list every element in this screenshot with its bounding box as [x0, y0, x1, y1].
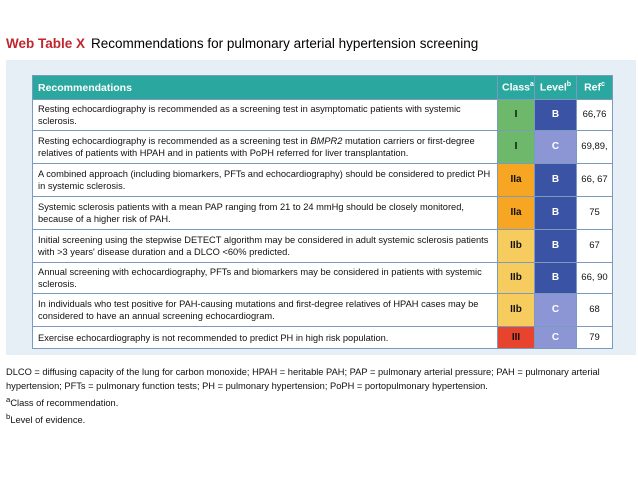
- header-class: [498, 76, 535, 100]
- footnote-abbreviations: DLCO = diffusing capacity of the lung for carbon monoxide; HPAH = heritable PAH; PAP = pulmonary arterial pressure; PAH = pulmonary arterial hypertension; PFTs = pulmonary function tests; PH = pulmonary hypertension; PoPH = portopulmonary hypertension.: [6, 367, 600, 391]
- header-class-sup: a: [530, 81, 534, 89]
- level-cell: B: [535, 263, 577, 294]
- table-row: [33, 197, 613, 230]
- recommendation-text: Resting echocardiography is recommended as a screening test in BMPR2 mutation carriers or first-degree relatives of patients with HPAH and in patients with PoPH referred for liver transplantation.: [33, 131, 498, 164]
- level-cell: B: [535, 100, 577, 131]
- footnote-b: [6, 410, 634, 427]
- ref-cell: 69,89,: [577, 131, 613, 164]
- title-label: Web Table X: [6, 36, 86, 51]
- ref-cell: 66,76: [577, 100, 613, 131]
- footnote-b-text: Level of evidence.: [10, 415, 86, 426]
- recommendation-text: Systemic sclerosis patients with a mean PAP ranging from 21 to 24 mmHg should be closely monitored, because of a higher risk of PAH.: [33, 197, 498, 230]
- class-cell: IIb: [498, 263, 535, 294]
- table-row: [33, 230, 613, 263]
- ref-cell: 66, 90: [577, 263, 613, 294]
- recommendation-text: Resting echocardiography is recommended as a screening test in asymptomatic patients with systemic sclerosis.: [33, 100, 498, 131]
- level-cell: B: [535, 197, 577, 230]
- header-level-sup: b: [566, 81, 572, 89]
- header-recommendations: Recommendations: [33, 76, 498, 100]
- level-cell: C: [535, 294, 577, 327]
- ref-cell: 79: [577, 327, 613, 349]
- recommendation-text: In individuals who test positive for PAH-causing mutations and first-degree relatives of HPAH cases may be considered to have an annual screening echocardiogram.: [33, 294, 498, 327]
- table-row: [33, 131, 613, 164]
- header-ref-sup: c: [601, 81, 605, 89]
- recommendation-text: Annual screening with echocardiography, PFTs and biomarkers may be considered in patients with systemic sclerosis.: [33, 263, 498, 294]
- header-class-label: Class: [502, 81, 531, 94]
- level-cell: C: [535, 327, 577, 349]
- recommendations-table: [32, 75, 613, 349]
- table-row: [33, 294, 613, 327]
- header-ref-label: Ref: [584, 81, 601, 94]
- recommendation-text: Exercise echocardiography is not recommended to predict PH in high risk population.: [33, 327, 498, 349]
- class-cell: III: [498, 327, 535, 349]
- ref-cell: 67: [577, 230, 613, 263]
- ref-cell: 66, 67: [577, 164, 613, 197]
- class-cell: IIa: [498, 197, 535, 230]
- level-cell: B: [535, 230, 577, 263]
- table-panel: [6, 60, 636, 355]
- level-cell: C: [535, 131, 577, 164]
- header-level-label: Level: [539, 81, 567, 94]
- footnotes: [6, 365, 634, 427]
- footnote-a-text: Class of recommendation.: [10, 398, 119, 409]
- class-cell: IIa: [498, 164, 535, 197]
- header-level: [535, 76, 577, 100]
- class-cell: IIb: [498, 230, 535, 263]
- class-cell: IIb: [498, 294, 535, 327]
- level-cell: B: [535, 164, 577, 197]
- class-cell: I: [498, 131, 535, 164]
- header-ref: [577, 76, 613, 100]
- title-text: Recommendations for pulmonary arterial hypertension screening: [91, 36, 479, 51]
- recommendation-text: Initial screening using the stepwise DETECT algorithm may be considered in adult systemic sclerosis patients with >3 years' disease duration and a DLCO <60% predicted.: [33, 230, 498, 263]
- footnote-b-sup: b: [6, 412, 11, 422]
- table-row: [33, 327, 613, 349]
- ref-cell: 68: [577, 294, 613, 327]
- table-row: [33, 100, 613, 131]
- table-title: [6, 36, 478, 51]
- bottom-blank-area: [0, 430, 638, 478]
- class-cell: I: [498, 100, 535, 131]
- header-row: [33, 76, 613, 100]
- footnote-a-sup: a: [6, 395, 11, 404]
- table-row: [33, 164, 613, 197]
- footnote-a: [6, 393, 634, 410]
- ref-cell: 75: [577, 197, 613, 230]
- table-row: [33, 263, 613, 294]
- recommendation-text: A combined approach (including biomarkers, PFTs and echocardiography) should be considered to predict PH in systemic sclerosis.: [33, 164, 498, 197]
